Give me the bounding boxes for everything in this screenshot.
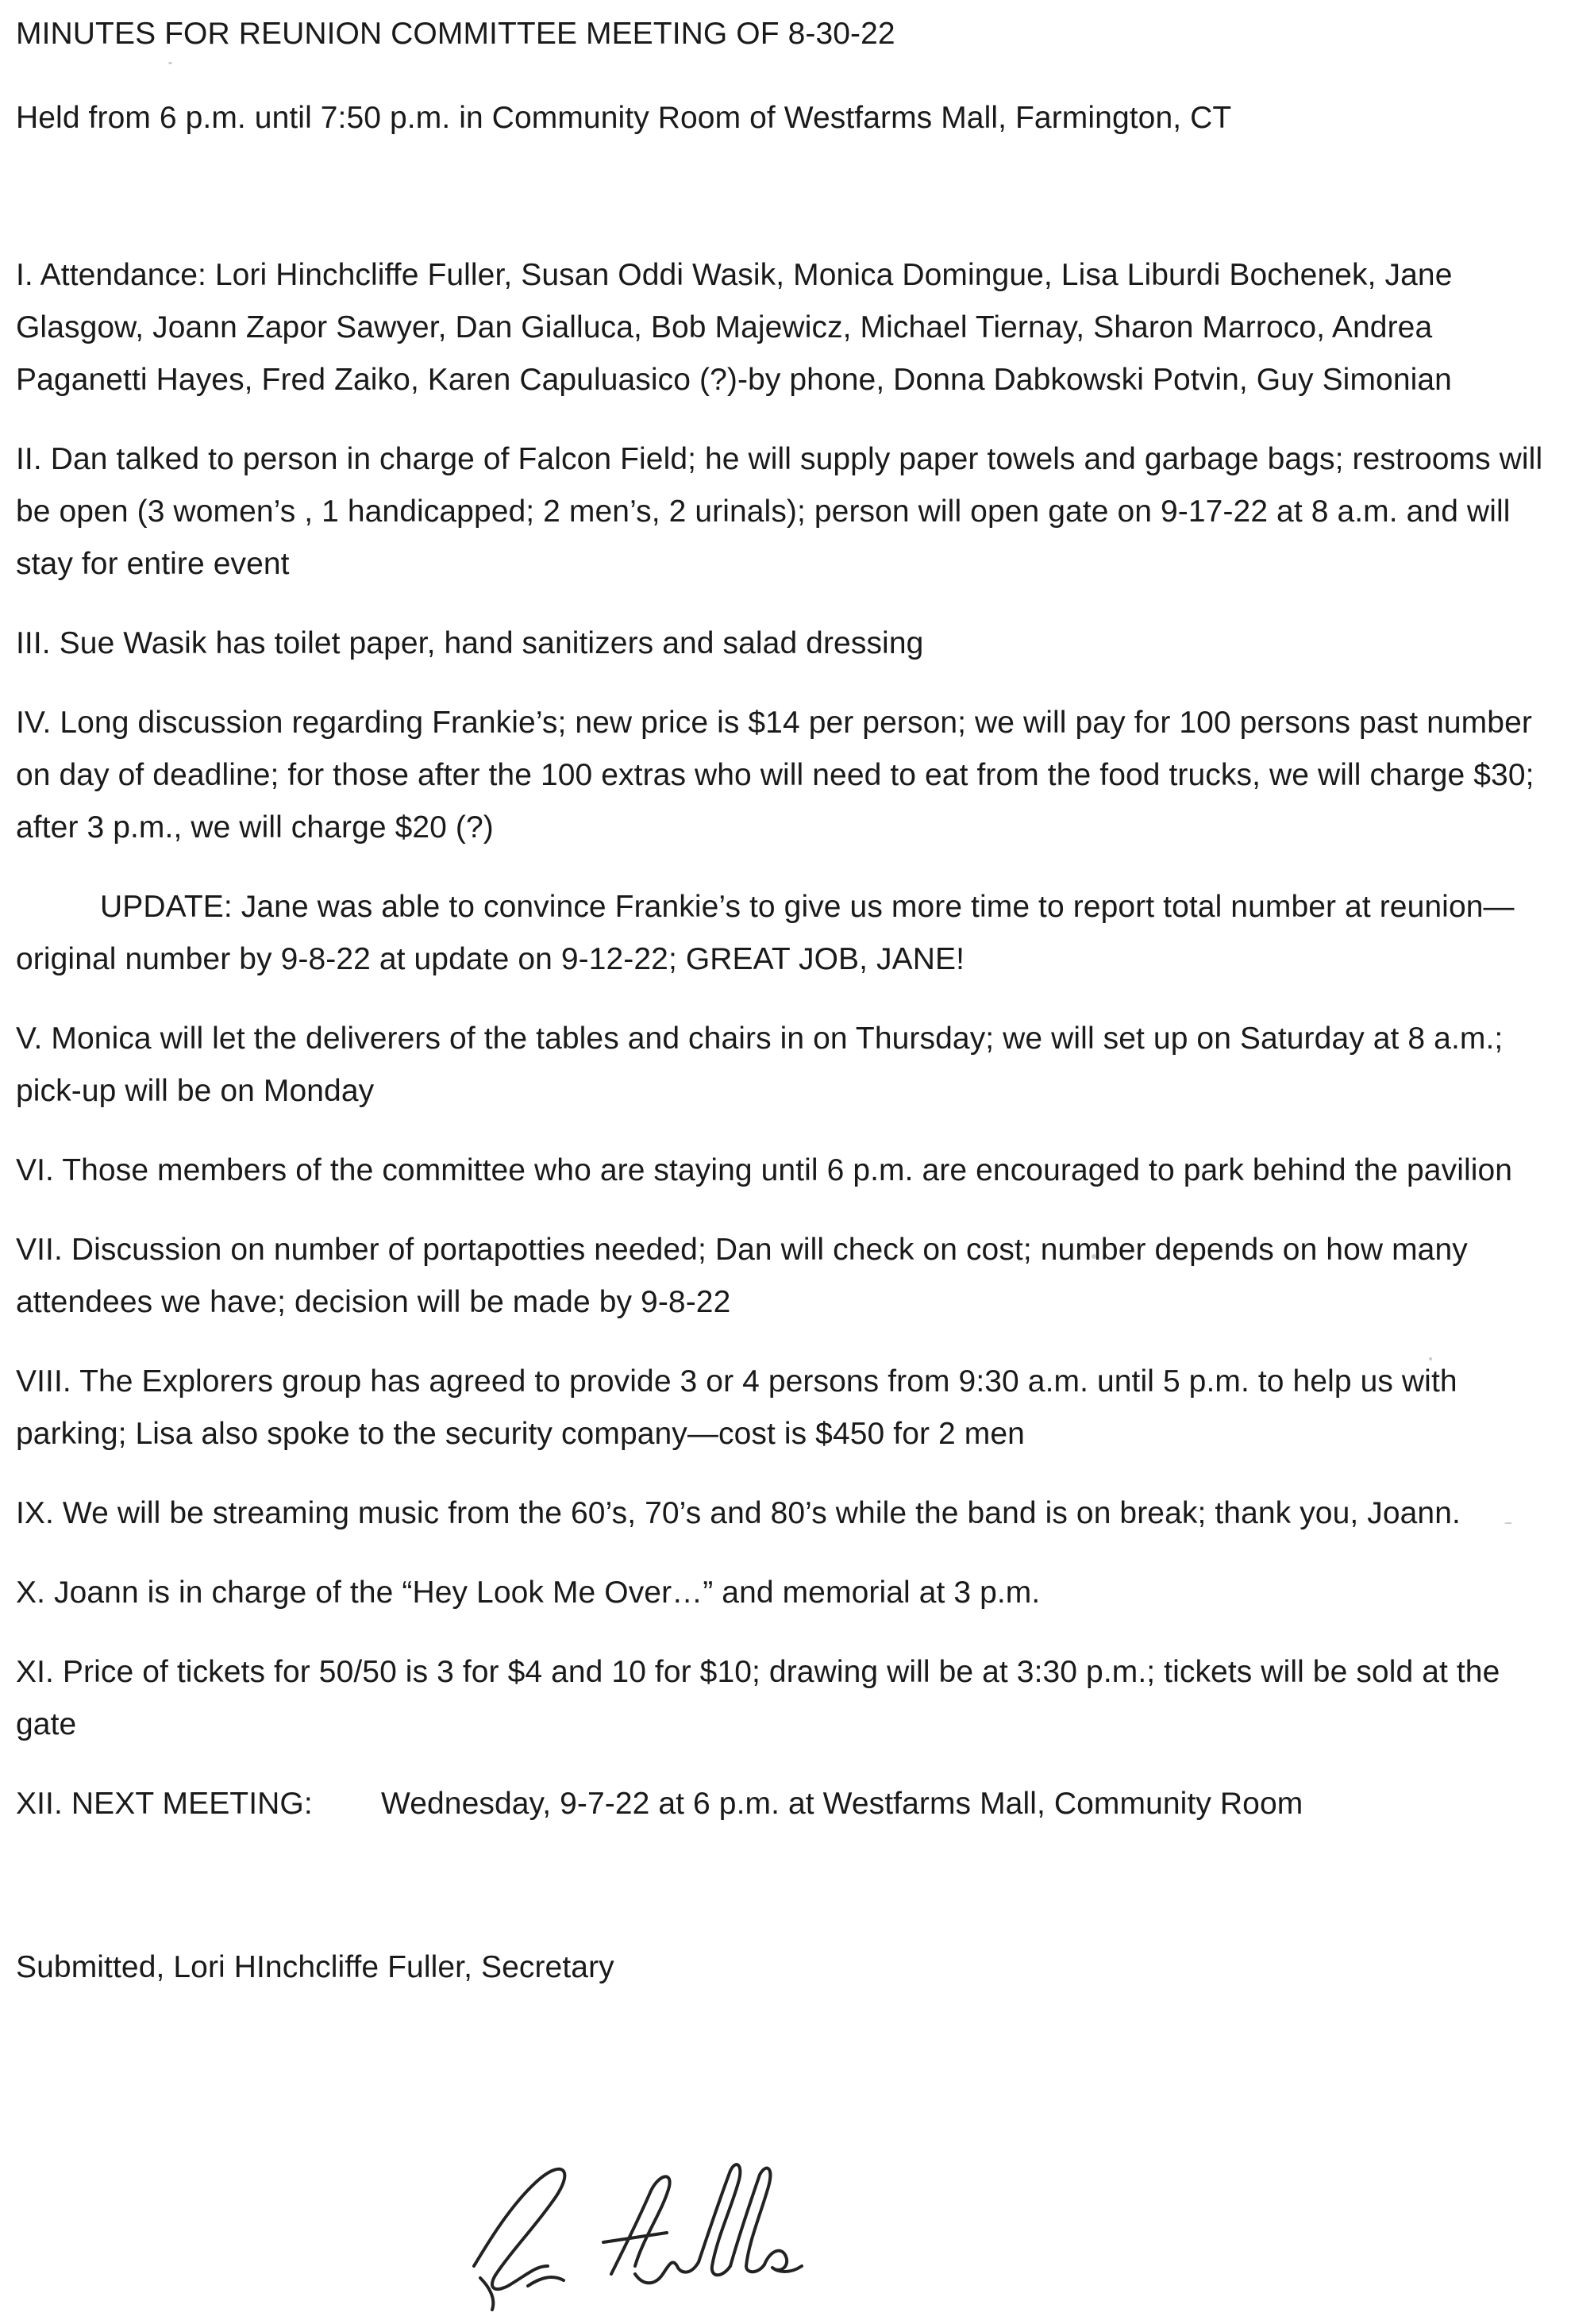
submitted-by: Submitted, Lori HInchcliffe Fuller, Secretary — [16, 1950, 614, 1984]
document-title: MINUTES FOR REUNION COMMITTEE MEETING OF 8-30-22 — [16, 17, 895, 51]
signature — [464, 2147, 806, 2318]
item-falcon-field: II. Dan talked to person in charge of Falcon Field; he will supply paper towels and garbage bags; restrooms will be open (3 women’s , 1 handicapped; 2 men’s, 2 urinals); person will open gate on 9-17-22 at 8 a.m. and will stay for entire event — [16, 442, 1543, 581]
item-explorers-security: VIII. The Explorers group has agreed to provide 3 or 4 persons from 9:30 a.m. until 5 p.m. to help us with parking; Lisa also spoke to the security company—cost is $450 for 2 men — [16, 1364, 1457, 1451]
item-tables-chairs: V. Monica will let the deliverers of the tables and chairs in on Thursday; we will set up on Saturday at 8 a.m.; pick-up will be on Monday — [16, 1022, 1504, 1108]
next-meeting-details: Wednesday, 9-7-22 at 6 p.m. at Westfarms Mall, Community Room — [381, 1787, 1303, 1821]
next-meeting-label: XII. NEXT MEETING: — [16, 1787, 313, 1821]
meeting-location-time: Held from 6 p.m. until 7:50 p.m. in Community Room of Westfarms Mall, Farmington, CT — [16, 101, 1232, 135]
item-parking-committee: VI. Those members of the committee who are staying until 6 p.m. are encouraged to park behind the pavilion — [16, 1153, 1513, 1187]
item-supplies: III. Sue Wasik has toilet paper, hand sanitizers and salad dressing — [16, 626, 924, 660]
item-portapotties: VII. Discussion on number of portapotties needed; Dan will check on cost; number depends on how many attendees we have; decision will be made by 9-8-22 — [16, 1233, 1468, 1319]
item-next-meeting — [16, 1778, 1556, 1830]
item-attendance: I. Attendance: Lori Hinchcliffe Fuller, Susan Oddi Wasik, Monica Domingue, Lisa Liburdi Bochenek, Jane Glasgow, Joann Zapor Sawyer, Dan Gialluca, Bob Majewicz, Michael Tiernay, Sharon Marroco, Andrea Paganetti Hayes, Fred Zaiko, Karen Capuluasico (?)-by phone, Donna Dabkowski Potvin, Guy Simonian — [16, 258, 1453, 397]
item-music: IX. We will be streaming music from the 60’s, 70’s and 80’s while the band is on break; thank you, Joann. — [16, 1496, 1461, 1530]
item-memorial: X. Joann is in charge of the “Hey Look Me Over…” and memorial at 3 p.m. — [16, 1576, 1041, 1610]
item-update: UPDATE: Jane was able to convince Frankie’s to give us more time to report total number at reunion—original number by 9-8-22 at update on 9-12-22; GREAT JOB, JANE! — [16, 890, 1515, 976]
item-raffle-tickets: XI. Price of tickets for 50/50 is 3 for $4 and 10 for $10; drawing will be at 3:30 p.m.; tickets will be sold at the gate — [16, 1655, 1500, 1741]
minutes-content — [16, 8, 1556, 1994]
item-frankies-pricing: IV. Long discussion regarding Frankie’s; new price is $14 per person; we will pay for 100 persons past number on day of deadline; for those after the 100 extras who will need to eat from the food trucks, we will charge $30; after 3 p.m., we will charge $20 (?) — [16, 706, 1534, 845]
